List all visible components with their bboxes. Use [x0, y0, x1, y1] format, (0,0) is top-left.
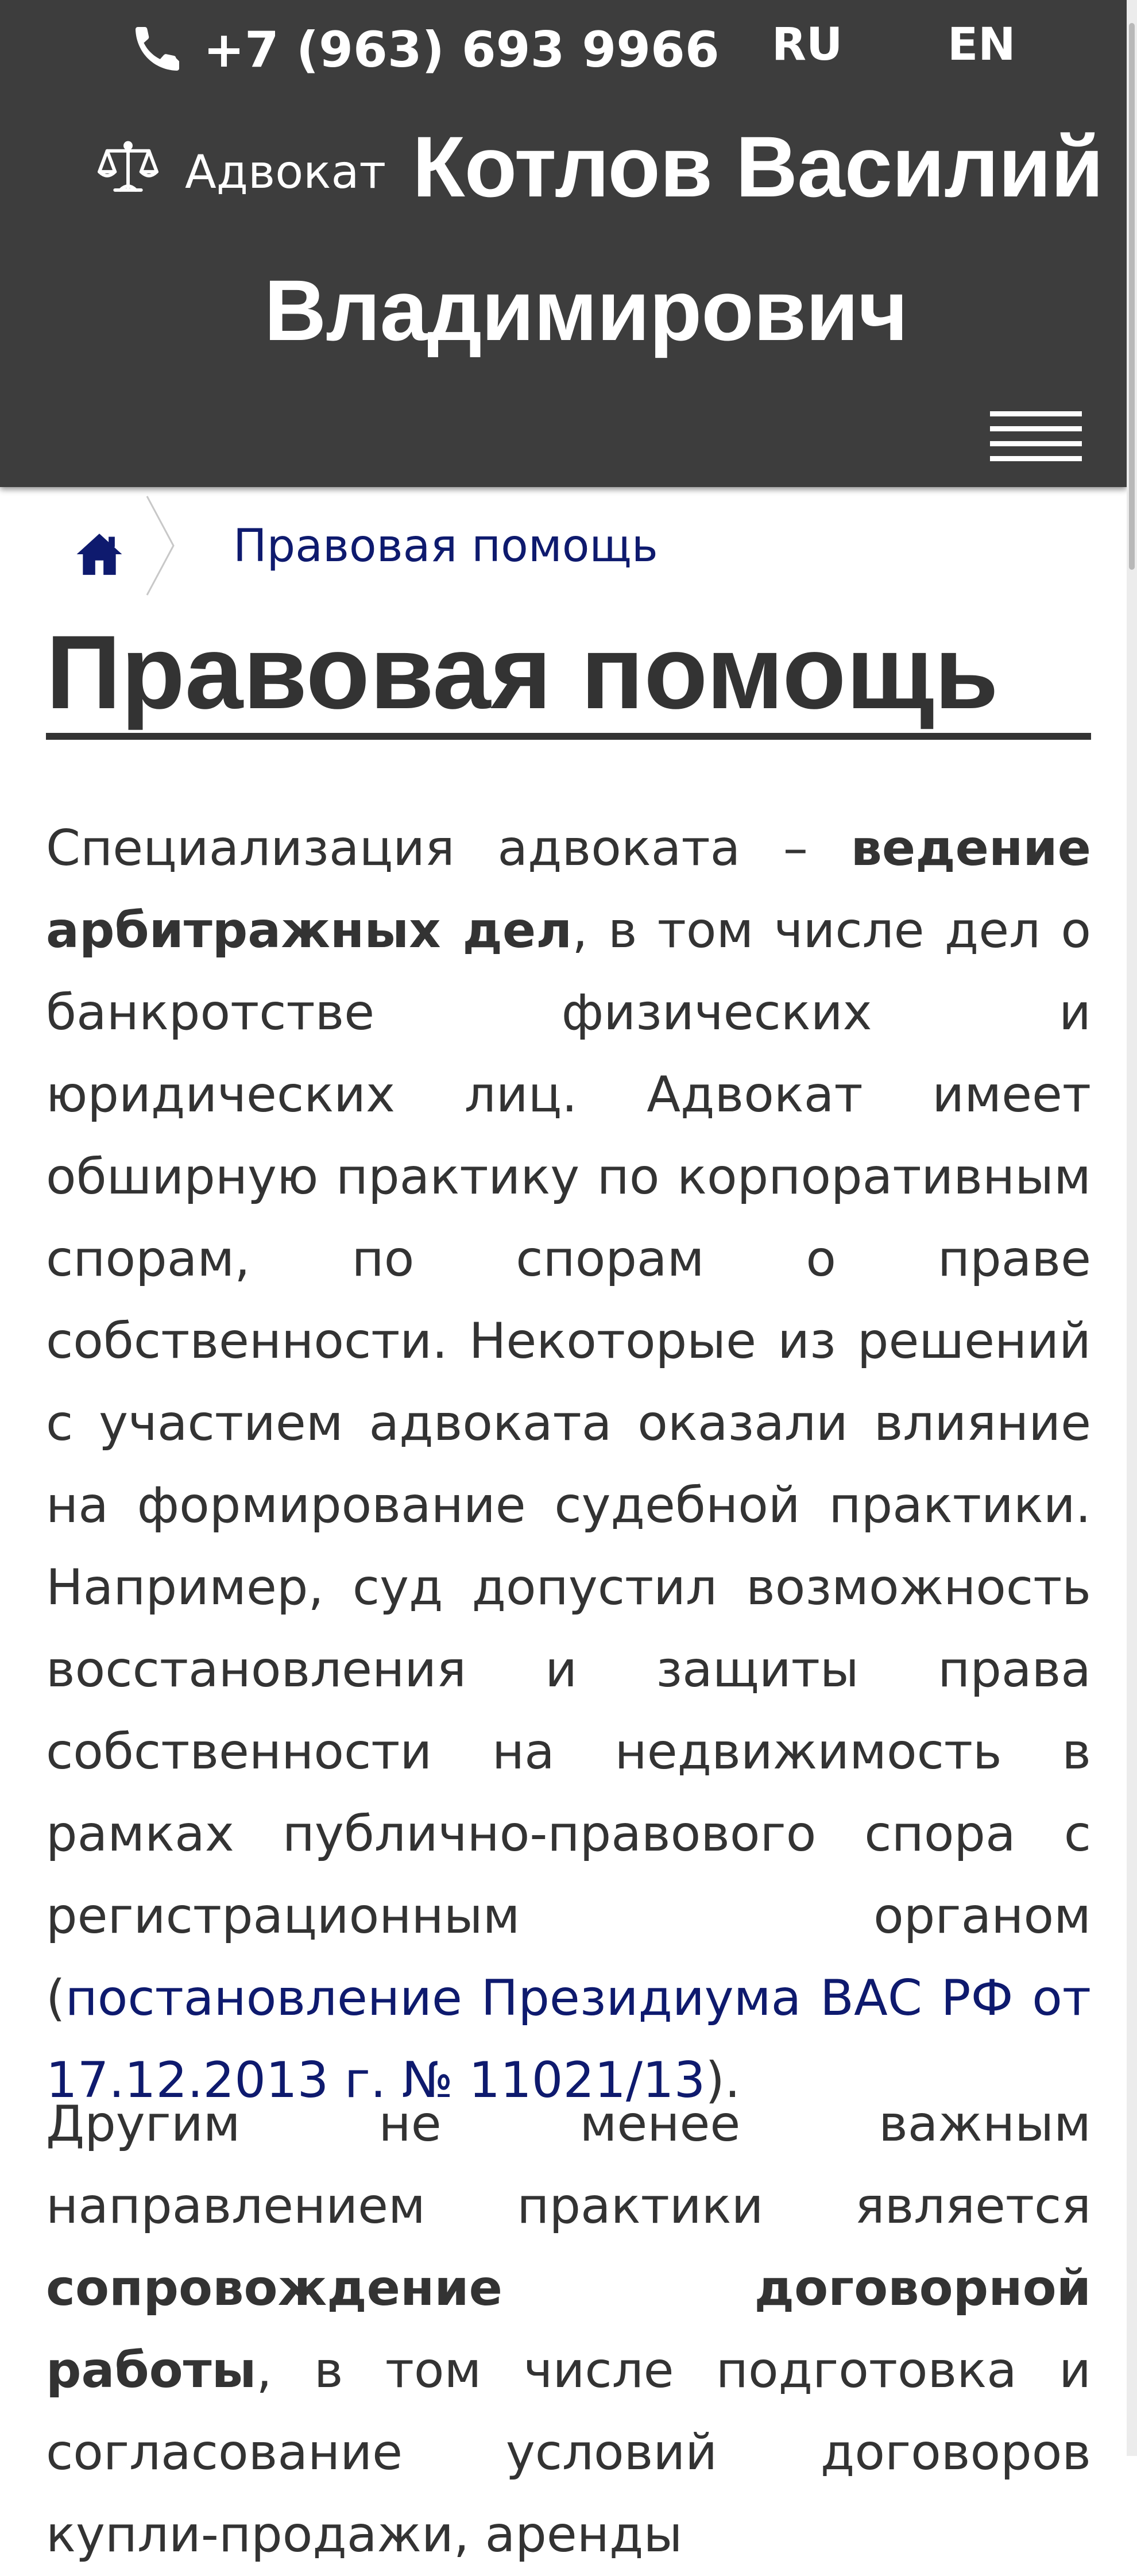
- home-icon: [74, 530, 125, 579]
- article-paragraph: [46, 808, 1091, 2122]
- breadcrumb-current: Правовая помощь: [233, 520, 658, 572]
- brand-name-line2[interactable]: Владимирович: [264, 261, 908, 358]
- brand-name-line1: Котлов Василий: [412, 118, 1103, 215]
- paragraph-text: Другим не менее важным направлением практики является: [46, 2095, 1091, 2235]
- breadcrumb-separator: [144, 494, 178, 597]
- hamburger-icon[interactable]: [990, 407, 1082, 464]
- paragraph-text: ).: [705, 2052, 741, 2109]
- menu-bar: [990, 456, 1082, 461]
- site-header: [0, 0, 1127, 487]
- court-resolution-link[interactable]: постановление Президиума ВАС РФ от 17.12.2013 г. № 11021/13: [46, 1969, 1091, 2109]
- page-title: Правовая помощь: [46, 613, 999, 731]
- paragraph-bold-text: ведение арбитражных дел: [46, 820, 1091, 959]
- lang-en-link[interactable]: EN: [948, 19, 1016, 71]
- article-paragraph: [46, 2083, 1091, 2576]
- phone-icon: [129, 22, 184, 78]
- scrollbar-thumb[interactable]: [1129, 23, 1135, 570]
- paragraph-text: , в том числе дел о банкротстве физических и юридических лиц. Адвокат имеет обширную практику по корпоративным спорам, по спорам о праве собственности. Некоторые из решений с участием адвоката оказали влияние на формирование судебной практики. Например, суд допустил возможность восстановления и защиты права собственности на недвижимость в рамках публично-правового спора с регистрационным органом (: [46, 902, 1091, 2027]
- lang-ru-link[interactable]: RU: [772, 19, 843, 71]
- scales-icon: [96, 138, 160, 195]
- paragraph-text: Специализация адвоката –: [46, 820, 851, 877]
- site-brand[interactable]: [96, 109, 1103, 224]
- title-divider: [46, 733, 1091, 740]
- breadcrumb-home-link[interactable]: [74, 530, 125, 579]
- paragraph-bold-text: сопровождение договорной работы: [46, 2260, 1091, 2399]
- phone-link[interactable]: [129, 13, 720, 87]
- paragraph-text: , в том числе подготовка и согласование условий договоров купли-продажи, аренды: [46, 2342, 1091, 2563]
- menu-bar: [990, 426, 1082, 431]
- phone-number: +7 (963) 693 9966: [203, 21, 720, 79]
- menu-bar: [990, 411, 1082, 416]
- menu-bar: [990, 441, 1082, 446]
- brand-prefix: Адвокат: [185, 145, 386, 199]
- breadcrumb: [46, 494, 1091, 597]
